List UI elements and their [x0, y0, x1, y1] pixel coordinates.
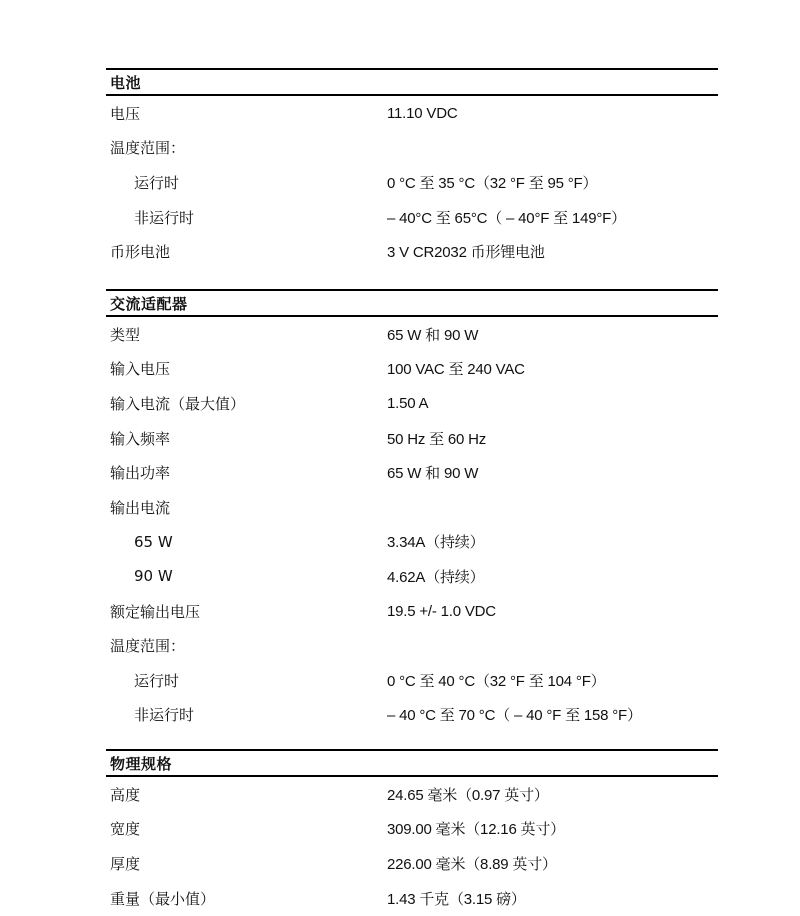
spec-label: 币形电池: [110, 243, 171, 262]
spec-label: 温度范围：: [110, 139, 186, 158]
spec-label: 输入电流（最大值）: [110, 394, 246, 413]
spec-value: 100 VAC 至 240 VAC: [387, 361, 525, 379]
spec-label: 输入频率: [110, 429, 171, 448]
spec-label: 输入电压: [110, 360, 171, 379]
spec-row: [106, 812, 718, 847]
spec-row: [106, 881, 718, 916]
spec-value: – 40 °C 至 70 °C（ – 40 °F 至 158 °F）: [387, 707, 642, 725]
spec-label: 65 W: [134, 532, 173, 551]
spec-row: [106, 386, 718, 421]
spec-value: 0 °C 至 35 °C（32 °F 至 95 °F）: [387, 174, 598, 192]
spec-row: [106, 846, 718, 881]
spec-row: [106, 165, 718, 200]
spec-value: 65 W 和 90 W: [387, 326, 479, 344]
spec-row: [106, 698, 718, 733]
spec-row: [106, 628, 718, 663]
spec-label: 非运行时: [134, 706, 195, 725]
section-title: 物理规格: [110, 754, 173, 773]
spec-value: 24.65 毫米（0.97 英寸）: [387, 786, 549, 804]
spec-label: 90 W: [134, 567, 173, 586]
spec-row: [106, 421, 718, 456]
spec-row: [106, 559, 718, 594]
spec-value: 3.34A（持续）: [387, 534, 485, 552]
spec-value: 3 V CR2032 币形锂电池: [387, 244, 545, 262]
spec-label: 类型: [110, 325, 141, 344]
spec-row: [106, 352, 718, 387]
spec-label: 额定输出电压: [110, 602, 201, 621]
ac-adapter-section: [106, 289, 718, 732]
spec-label: 电压: [110, 104, 141, 123]
spec-value: 226.00 毫米（8.89 英寸）: [387, 855, 557, 873]
spec-value: 50 Hz 至 60 Hz: [387, 430, 487, 448]
spec-row: [106, 455, 718, 490]
section-title: 交流适配器: [110, 294, 188, 313]
spec-row: [106, 525, 718, 560]
spec-label: 输出电流: [110, 498, 171, 517]
spec-label: 宽度: [110, 820, 141, 839]
spec-label: 运行时: [134, 173, 180, 192]
spec-label: 非运行时: [134, 208, 195, 227]
spec-value: 0 °C 至 40 °C（32 °F 至 104 °F）: [387, 672, 606, 690]
spec-label: 厚度: [110, 854, 141, 873]
battery-section: [106, 68, 718, 269]
spec-value: 65 W 和 90 W: [387, 465, 479, 483]
spec-value: – 40°C 至 65°C（ – 40°F 至 149°F）: [387, 209, 626, 227]
spec-label: 运行时: [134, 671, 180, 690]
spec-label: 输出功率: [110, 464, 171, 483]
spec-value: 309.00 毫米（12.16 英寸）: [387, 821, 565, 839]
spec-label: 重量（最小值）: [110, 889, 216, 908]
spec-row: [106, 490, 718, 525]
spec-value: 1.43 千克（3.15 磅）: [387, 890, 526, 908]
spec-value: 1.50 A: [387, 394, 429, 412]
spec-value: 19.5 +/- 1.0 VDC: [387, 602, 496, 620]
spec-row: [106, 777, 718, 812]
physical-section: [106, 749, 718, 915]
spec-label: 温度范围：: [110, 637, 186, 656]
section-header: [106, 68, 718, 96]
spec-value: 4.62A（持续）: [387, 568, 485, 586]
spec-row: [106, 663, 718, 698]
section-header: [106, 289, 718, 317]
spec-value: 11.10 VDC: [387, 104, 458, 122]
spec-label: 高度: [110, 785, 141, 804]
spec-row: [106, 234, 718, 269]
spec-row: [106, 200, 718, 235]
spec-row: [106, 96, 718, 131]
spec-row: [106, 594, 718, 629]
spec-row: [106, 131, 718, 166]
section-header: [106, 749, 718, 777]
spec-row: [106, 317, 718, 352]
section-title: 电池: [110, 73, 142, 92]
